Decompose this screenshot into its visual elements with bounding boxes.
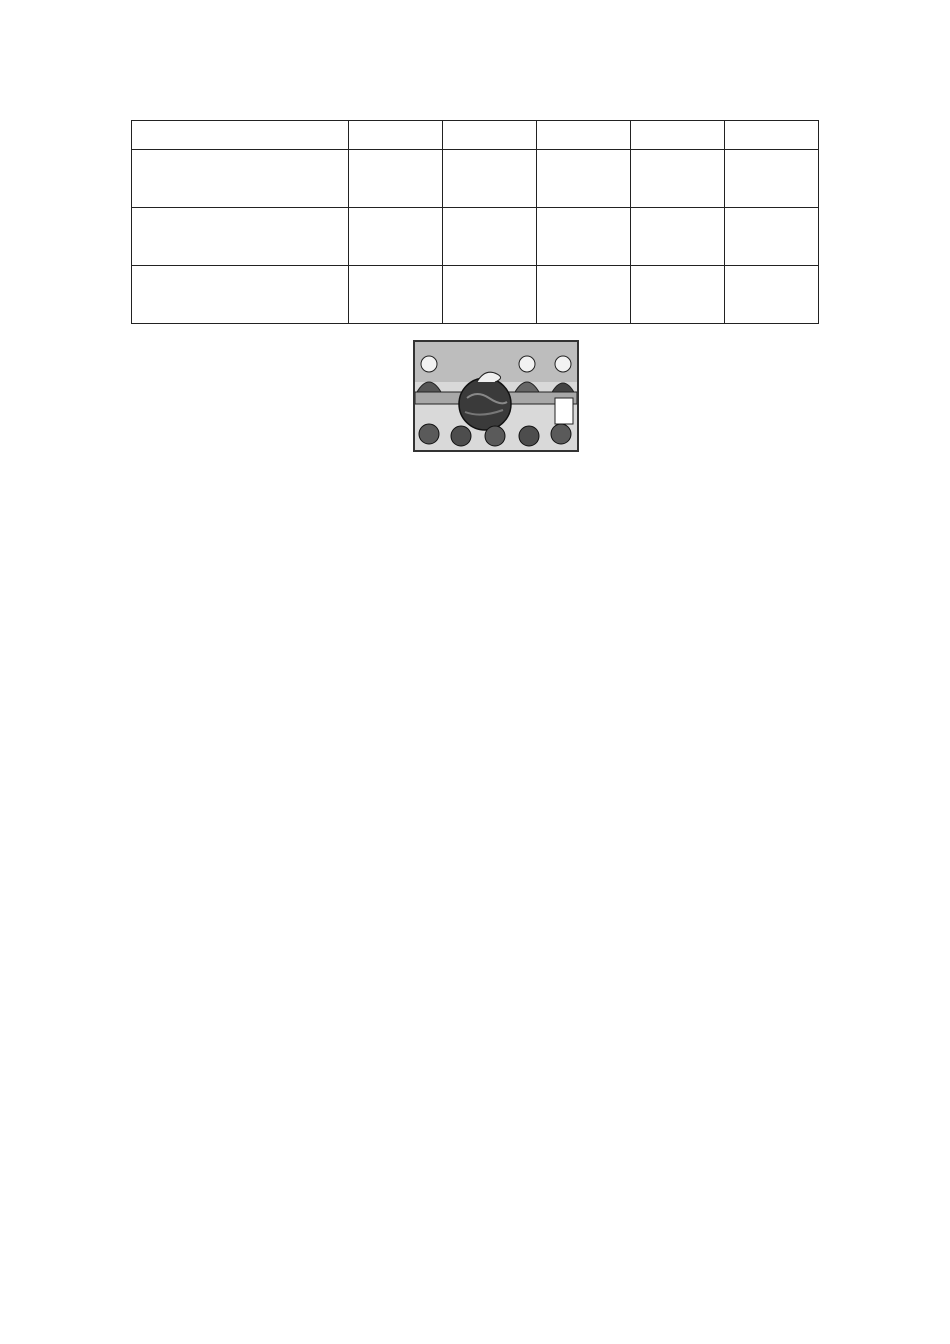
document-page xyxy=(145,118,820,460)
table-row-label xyxy=(132,208,349,266)
table-cell xyxy=(537,208,631,266)
table-cell xyxy=(537,266,631,324)
table-cell xyxy=(349,266,443,324)
table-cell xyxy=(631,150,725,208)
table-row xyxy=(132,266,819,324)
table-row-label xyxy=(132,266,349,324)
table-cell xyxy=(631,266,725,324)
table-header-cell xyxy=(443,121,537,150)
table-cell xyxy=(725,150,819,208)
table-cell xyxy=(725,266,819,324)
table-cell xyxy=(349,208,443,266)
industry-share-table xyxy=(131,120,819,324)
table-header-cell xyxy=(631,121,725,150)
table-cell xyxy=(631,208,725,266)
table-row xyxy=(132,150,819,208)
table-cell xyxy=(443,208,537,266)
table-header-row xyxy=(132,121,819,150)
table-cell xyxy=(443,150,537,208)
cartoon-drawing xyxy=(415,342,577,450)
table-cell xyxy=(725,208,819,266)
table-header-cell xyxy=(537,121,631,150)
table-cell xyxy=(537,150,631,208)
table-row-label xyxy=(132,150,349,208)
table-header-cell xyxy=(132,121,349,150)
table-header-cell xyxy=(349,121,443,150)
table-cell xyxy=(349,150,443,208)
table-row xyxy=(132,208,819,266)
cartoon-image xyxy=(413,340,579,452)
table-cell xyxy=(443,266,537,324)
table-header-cell xyxy=(725,121,819,150)
